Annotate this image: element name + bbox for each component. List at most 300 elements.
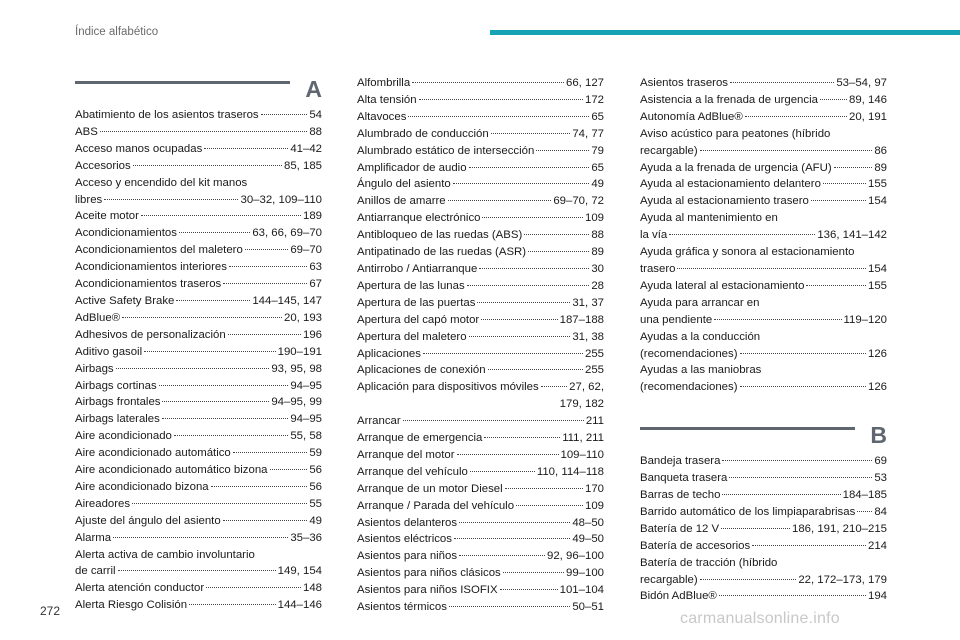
entry-pages: 55, 58 <box>290 430 322 443</box>
entry-pages: 126 <box>867 347 887 360</box>
entry-label: Batería de 12 V <box>640 522 720 535</box>
entry-label: Barras de techo <box>640 489 721 502</box>
index-entry <box>75 445 322 462</box>
index-entry <box>75 530 322 547</box>
dot-leader <box>834 167 873 168</box>
dot-leader <box>223 283 307 284</box>
entry-pages: 255 <box>584 347 604 360</box>
entry-list <box>640 453 887 605</box>
index-entry <box>357 515 604 532</box>
dot-leader <box>470 471 535 472</box>
entry-label: Antibloqueo de las ruedas (ABS) <box>357 229 523 242</box>
index-entry <box>357 126 604 143</box>
dot-leader <box>423 353 583 354</box>
entry-label: Antiarranque electrónico <box>357 212 481 225</box>
entry-label: Barrido automático de los limpiaparabrisas <box>640 505 856 518</box>
entry-label: (recomendaciones) <box>640 347 738 360</box>
dot-leader <box>412 82 564 83</box>
entry-pages: 69–70 <box>290 244 322 257</box>
dot-leader <box>669 234 815 235</box>
entry-label: Alumbrado de conducción <box>357 127 489 140</box>
dot-leader <box>233 452 308 453</box>
entry-label: Alerta Riesgo Colisión <box>75 599 188 612</box>
entry-pages: 28 <box>591 279 604 292</box>
dot-leader <box>132 503 307 504</box>
index-entry <box>640 244 887 278</box>
entry-label: Alarma <box>75 531 112 544</box>
entry-label: Abatimiento de los asientos traseros <box>75 109 259 121</box>
dot-leader <box>408 116 589 117</box>
entry-pages: 85, 185 <box>283 159 322 172</box>
dot-leader <box>700 579 797 580</box>
entry-pages: 94–95 <box>290 413 322 426</box>
entry-label: Anillos de amarre <box>357 195 446 208</box>
entry-label: Batería de accesorios <box>640 539 751 552</box>
index-entry <box>640 588 887 605</box>
dot-leader <box>541 386 567 387</box>
index-entry <box>640 109 887 126</box>
dot-leader <box>223 520 308 521</box>
dot-leader <box>740 353 866 354</box>
entry-label-line: Ayudas a las maniobras <box>640 364 762 377</box>
index-entry <box>357 430 604 447</box>
index-entry <box>357 176 604 193</box>
entry-label: AdBlue® <box>75 311 121 324</box>
index-entry <box>640 278 887 295</box>
index-entry <box>357 599 604 616</box>
entry-pages: 79 <box>591 144 604 157</box>
entry-pages: 54 <box>309 109 322 121</box>
entry-label: Adhesivos de personalización <box>75 328 226 341</box>
entry-pages: 101–104 <box>559 584 604 597</box>
entry-pages: 189 <box>302 210 322 223</box>
dot-leader <box>104 199 238 200</box>
section-letter: B <box>870 422 887 449</box>
index-entry <box>75 496 322 513</box>
entry-pages: 187–188 <box>559 313 604 326</box>
entry-label: Ayuda al estacionamiento delantero <box>640 178 821 191</box>
dot-leader <box>469 336 571 337</box>
dot-leader <box>491 133 571 134</box>
entry-label: Airbags frontales <box>75 396 161 409</box>
entry-label: Bidón AdBlue® <box>640 590 717 603</box>
section-header-a <box>75 76 322 106</box>
index-entry <box>357 193 604 210</box>
entry-label: Bandeja trasera <box>640 455 721 468</box>
dot-leader <box>453 183 590 184</box>
entry-label: ABS <box>75 125 98 138</box>
entry-pages: 35–36 <box>290 531 322 544</box>
dot-leader <box>528 251 589 252</box>
entry-pages: 30 <box>591 262 604 275</box>
index-entry <box>357 75 604 92</box>
entry-pages: 155 <box>867 178 887 191</box>
entry-pages: 67 <box>309 278 322 291</box>
dot-leader <box>116 368 270 369</box>
entry-pages: 154 <box>867 195 887 208</box>
entry-pages: 53 <box>874 472 887 485</box>
index-entry <box>75 462 322 479</box>
index-entry <box>640 295 887 329</box>
dot-leader <box>516 505 583 506</box>
index-entry <box>640 362 887 396</box>
entry-label: Asientos traseros <box>640 77 728 89</box>
entry-list <box>640 75 887 396</box>
index-entry <box>640 176 887 193</box>
header-accent-bar <box>490 30 960 35</box>
entry-pages: 144–146 <box>277 599 322 612</box>
index-entry <box>640 92 887 109</box>
dot-leader <box>806 285 866 286</box>
entry-label: Ajuste del ángulo del asiento <box>75 514 221 527</box>
index-entry <box>75 259 322 276</box>
watermark: carmanualsonline.info <box>680 610 840 627</box>
dot-leader <box>122 317 282 318</box>
dot-leader <box>745 116 847 117</box>
entry-pages: 53–54, 97 <box>836 77 887 89</box>
entry-label: Airbags laterales <box>75 413 160 426</box>
entry-label: Antirrobo / Antiarranque <box>357 262 478 275</box>
index-entry <box>357 379 604 413</box>
entry-label: Asientos delanteros <box>357 516 458 529</box>
index-entry <box>357 210 604 227</box>
index-entry <box>357 481 604 498</box>
entry-label: Accesorios <box>75 159 131 172</box>
dot-leader <box>189 604 276 605</box>
entry-pages: 41–42 <box>290 142 322 155</box>
entry-label: Amplificador de audio <box>357 161 467 174</box>
entry-label: Airbags <box>75 362 114 375</box>
entry-label-line: Ayuda para arrancar en <box>640 296 760 309</box>
entry-label: Airbags cortinas <box>75 379 157 392</box>
entry-pages: 49 <box>591 178 604 191</box>
entry-label: Aditivo gasoil <box>75 345 143 358</box>
dot-leader <box>459 522 570 523</box>
index-entry <box>640 160 887 177</box>
dot-leader <box>454 538 570 539</box>
entry-pages: 99–100 <box>565 567 604 580</box>
dot-leader <box>176 300 250 301</box>
dot-leader <box>261 114 308 115</box>
index-entry <box>357 447 604 464</box>
dot-leader <box>270 469 308 470</box>
index-entry <box>75 428 322 445</box>
entry-label: Aireadores <box>75 497 131 510</box>
dot-leader <box>100 131 308 132</box>
dot-leader <box>714 319 841 320</box>
dot-leader <box>482 217 583 218</box>
index-entry <box>75 378 322 395</box>
entry-label: Arranque del vehículo <box>357 465 468 478</box>
entry-pages: 89 <box>874 161 887 174</box>
entry-pages: 214 <box>867 539 887 552</box>
entry-pages: 48–50 <box>572 516 604 529</box>
dot-leader <box>141 215 301 216</box>
entry-pages: 190–191 <box>277 345 322 358</box>
index-entry <box>640 75 887 92</box>
entry-label: Apertura del capó motor <box>357 313 480 326</box>
dot-leader <box>179 232 250 233</box>
index-entry <box>357 413 604 430</box>
index-entry <box>357 565 604 582</box>
entry-pages: 154 <box>867 262 887 275</box>
entry-label-line: Ayuda al mantenimiento en <box>640 212 778 225</box>
entry-pages: 49 <box>309 514 322 527</box>
entry-pages: 20, 191 <box>848 110 887 123</box>
entry-label: Ayuda al estacionamiento trasero <box>640 195 809 208</box>
index-entry <box>357 312 604 329</box>
entry-pages: 55 <box>309 497 322 510</box>
index-entry <box>75 242 322 259</box>
dot-leader <box>500 589 558 590</box>
entry-label: la vía <box>640 229 668 242</box>
section-letter: A <box>305 76 322 102</box>
dot-leader <box>722 460 872 461</box>
dot-leader <box>113 537 288 538</box>
entry-pages: 89, 146 <box>848 93 887 106</box>
entry-label: Ayuda lateral al estacionamiento <box>640 279 805 292</box>
entry-pages: 65 <box>591 110 604 123</box>
entry-pages: 136, 141–142 <box>817 229 887 242</box>
section-rule <box>640 427 855 430</box>
dot-leader <box>752 545 866 546</box>
entry-pages: 31, 38 <box>572 330 604 343</box>
entry-pages: 255 <box>584 364 604 377</box>
entry-pages: 50–51 <box>572 601 604 614</box>
entry-pages: 27, 62, <box>569 381 604 394</box>
entry-label: Arranque / Parada del vehículo <box>357 499 515 512</box>
entry-pages: 119–120 <box>843 313 887 326</box>
dot-leader <box>503 572 564 573</box>
index-entry <box>357 582 604 599</box>
entry-label: Acondicionamientos <box>75 227 177 240</box>
entry-label: de carril <box>75 565 116 578</box>
entry-pages: 149, 154 <box>277 565 322 578</box>
entry-label: Autonomía AdBlue® <box>640 110 743 123</box>
entry-pages: 94–95 <box>290 379 322 392</box>
index-entry <box>75 175 322 209</box>
entry-pages: 94–95, 99 <box>271 396 322 409</box>
entry-label: Banqueta trasera <box>640 472 728 485</box>
entry-pages-continued: 179, 182 <box>559 398 604 411</box>
entry-pages: 88 <box>309 125 322 138</box>
entry-pages: 69 <box>874 455 887 468</box>
dot-leader <box>722 494 840 495</box>
index-entry <box>357 498 604 515</box>
index-entry <box>75 361 322 378</box>
entry-label: Aire acondicionado bizona <box>75 480 209 493</box>
index-entry <box>357 464 604 481</box>
entry-pages: 22, 172–173, 179 <box>798 573 887 586</box>
entry-pages: 86 <box>874 144 887 157</box>
index-entry <box>75 411 322 428</box>
entry-pages: 31, 37 <box>572 296 604 309</box>
entry-pages: 110, 114–118 <box>536 465 604 478</box>
index-entry <box>75 276 322 293</box>
entry-pages: 186, 191, 210–215 <box>791 522 887 535</box>
index-entry <box>75 327 322 344</box>
index-entry <box>75 208 322 225</box>
dot-leader <box>719 595 866 596</box>
dot-leader <box>740 386 866 387</box>
entry-label: una pendiente <box>640 313 713 326</box>
dot-leader <box>467 285 590 286</box>
dot-leader <box>481 319 557 320</box>
entry-label: Aceite motor <box>75 210 139 223</box>
index-entry <box>640 470 887 487</box>
index-entry <box>75 394 322 411</box>
index-entry <box>640 453 887 470</box>
entry-label: Asientos para niños <box>357 550 458 563</box>
entry-label: Aplicaciones <box>357 347 421 360</box>
index-entry <box>640 126 887 160</box>
entry-pages: 88 <box>591 229 604 242</box>
dot-leader <box>211 486 308 487</box>
dot-leader <box>820 99 847 100</box>
entry-label: Asientos para niños clásicos <box>357 567 501 580</box>
entry-pages: 63, 66, 69–70 <box>252 227 322 240</box>
entry-pages: 111, 211 <box>562 432 604 445</box>
entry-label: Active Safety Brake <box>75 294 175 307</box>
dot-leader <box>457 454 559 455</box>
entry-pages: 66, 127 <box>565 77 604 89</box>
index-entry <box>75 107 322 124</box>
dot-leader <box>488 369 583 370</box>
dot-leader <box>536 150 589 151</box>
index-entry <box>357 109 604 126</box>
dot-leader <box>448 200 552 201</box>
index-entry <box>75 293 322 310</box>
index-entry <box>75 158 322 175</box>
entry-label: Alta tensión <box>357 93 417 106</box>
entry-label: recargable) <box>640 144 698 157</box>
index-entry <box>357 329 604 346</box>
entry-pages: 74, 77 <box>572 127 604 140</box>
dot-leader <box>677 268 866 269</box>
entry-pages: 59 <box>309 447 322 460</box>
dot-leader <box>162 401 269 402</box>
dot-leader <box>162 418 288 419</box>
index-entry <box>640 504 887 521</box>
index-entry <box>357 278 604 295</box>
dot-leader <box>204 148 288 149</box>
index-entry <box>640 521 887 538</box>
entry-label: Arrancar <box>357 415 401 428</box>
entry-pages: 49–50 <box>572 533 604 546</box>
dot-leader <box>700 150 873 151</box>
dot-leader <box>484 437 560 438</box>
index-entry <box>640 210 887 244</box>
entry-label: Apertura de las puertas <box>357 296 476 309</box>
entry-pages: 89 <box>591 246 604 259</box>
dot-leader <box>823 183 866 184</box>
entry-label-line: Ayudas a la conducción <box>640 330 761 343</box>
entry-pages: 20, 193 <box>283 311 322 324</box>
index-entry <box>75 344 322 361</box>
index-column-3 <box>640 75 887 605</box>
index-entry <box>640 538 887 555</box>
entry-label-line: Acceso y encendido del kit manos <box>75 176 248 189</box>
index-entry <box>640 329 887 363</box>
index-entry <box>357 244 604 261</box>
dot-leader <box>729 477 872 478</box>
entry-label: Acondicionamientos del maletero <box>75 244 243 257</box>
entry-label: Altavoces <box>357 110 407 123</box>
dot-leader <box>505 488 583 489</box>
entry-pages: 148 <box>302 582 322 595</box>
entry-label: Aplicación para dispositivos móviles <box>357 381 539 394</box>
section-header-b <box>640 422 887 452</box>
entry-label: trasero <box>640 262 676 275</box>
dot-leader <box>229 266 307 267</box>
index-entry <box>357 362 604 379</box>
index-entry <box>75 310 322 327</box>
dot-leader <box>477 302 570 303</box>
index-entry <box>640 193 887 210</box>
dot-leader <box>469 167 590 168</box>
entry-label: recargable) <box>640 573 698 586</box>
entry-label: Acondicionamientos interiores <box>75 261 227 274</box>
entry-label: Antipatinado de las ruedas (ASR) <box>357 246 527 259</box>
entry-label: Aire acondicionado automático bizona <box>75 464 268 477</box>
index-entry <box>75 597 322 614</box>
dot-leader <box>403 420 584 421</box>
dot-leader <box>228 334 301 335</box>
dot-leader <box>811 200 866 201</box>
dot-leader <box>118 570 276 571</box>
entry-pages: 109 <box>584 499 604 512</box>
entry-label-line: Ayuda gráfica y sonora al estacionamiento <box>640 246 855 259</box>
dot-leader <box>159 385 289 386</box>
entry-label: Apertura del maletero <box>357 330 467 343</box>
entry-pages: 65 <box>591 161 604 174</box>
entry-label: Asistencia a la frenada de urgencia <box>640 93 818 106</box>
entry-pages: 184–185 <box>842 489 887 502</box>
entry-label: Arranque de un motor Diesel <box>357 482 503 495</box>
index-entry <box>357 531 604 548</box>
entry-pages: 63 <box>309 261 322 274</box>
entry-pages: 56 <box>309 464 322 477</box>
entry-pages: 194 <box>867 590 887 603</box>
dot-leader <box>144 351 276 352</box>
index-entry <box>75 141 322 158</box>
index-entry <box>75 225 322 242</box>
entry-pages: 109 <box>584 212 604 225</box>
page-number: 272 <box>40 604 61 618</box>
entry-label: Asientos térmicos <box>357 601 447 614</box>
dot-leader <box>419 99 583 100</box>
dot-leader <box>730 82 834 83</box>
entry-label: Alumbrado estático de intersección <box>357 144 535 157</box>
dot-leader <box>479 268 589 269</box>
entry-pages: 144–145, 147 <box>252 294 322 307</box>
entry-label-line: Aviso acústico para peatones (híbrido <box>640 127 831 140</box>
entry-label: libres <box>75 193 103 206</box>
entry-label: Ángulo del asiento <box>357 178 451 191</box>
index-entry <box>75 513 322 530</box>
entry-label: Alfombrilla <box>357 77 411 89</box>
entry-pages: 155 <box>867 279 887 292</box>
index-entry <box>357 261 604 278</box>
entry-label-line: Batería de tracción (híbrido <box>640 556 778 569</box>
entry-label-line: Alerta activa de cambio involuntario <box>75 548 255 561</box>
entry-label: Arranque del motor <box>357 448 455 461</box>
entry-label: Asientos eléctricos <box>357 533 452 546</box>
index-column-1 <box>75 76 322 614</box>
entry-label: Arranque de emergencia <box>357 432 483 445</box>
entry-label: (recomendaciones) <box>640 381 738 394</box>
dot-leader <box>206 587 301 588</box>
